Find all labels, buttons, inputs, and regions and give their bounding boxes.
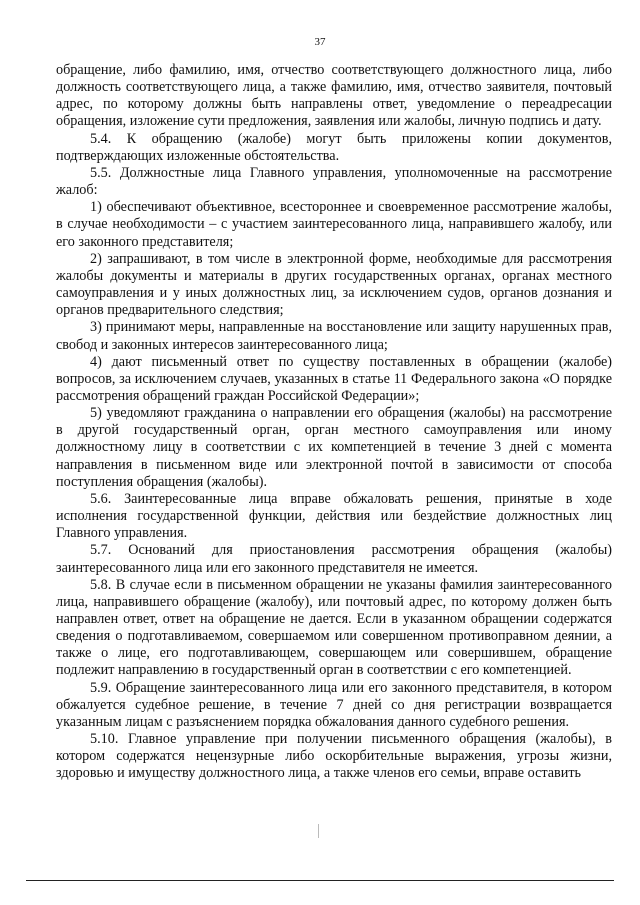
paragraph-5-5: 5.5. Должностные лица Главного управления, уполномоченные на рассмотрение жалоб: [56, 164, 612, 199]
list-item-5-5-2: 2) запрашивают, в том числе в электронной форме, необходимые для рассмотрения жалобы документы и материалы в других государственных органах, органах местного самоуправления и у иных должностных лиц, за исключением судов, органов дознания и органов предварительного следствия; [56, 250, 612, 319]
paragraph-5-8: 5.8. В случае если в письменном обращении не указаны фамилия заинтересованного лица, направившего обращение (жалобу), или почтовый адрес, по которому должен быть направлен ответ, ответ на обращение не дается. Если в указанном обращении содержатся сведения о подготавливаемом, совершаемом или совершенном противоправном деянии, а также о лице, его подготавливающем, совершающем или совершившем, обращение подлежит направлению в государственный орган в соответствии с его компетенцией. [56, 576, 612, 679]
list-item-5-5-5: 5) уведомляют гражданина о направлении его обращения (жалобы) на рассмотрение в другой государственный орган, орган местного самоуправления или иному должностному лицу в соответствии с их компетенцией в течение 3 дней с момента направления в письменном виде или электронной почтой в зависимости от способа поступления обращения (жалобы). [56, 405, 612, 490]
page-bottom-rule [26, 880, 614, 881]
scan-mark [318, 824, 319, 838]
paragraph-5-6: 5.6. Заинтересованные лица вправе обжаловать решения, принятые в ходе исполнения государственной функции, действия или бездействие должностных лиц Главного управления. [56, 490, 612, 542]
list-item-5-5-3: 3) принимают меры, направленные на восстановление или защиту нарушенных прав, свобод и законных интересов заинтересованного лица; [56, 319, 612, 353]
paragraph-5-7: 5.7. Оснований для приостановления рассмотрения обращения (жалобы) заинтересованного лица или его законного представителя не имеется. [56, 542, 612, 576]
paragraph-5-4: 5.4. К обращению (жалобе) могут быть приложены копии документов, подтверждающих изложенные обстоятельства. [56, 130, 612, 164]
paragraph-5-9: 5.9. Обращение заинтересованного лица или его законного представителя, в котором обжалуется судебное решение, в течение 7 дней со дня регистрации возвращается указанным лицам с разъяснением порядка обжалования данного судебного решения. [56, 679, 612, 730]
document-body [56, 62, 612, 783]
paragraph-continuation: обращение, либо фамилию, имя, отчество соответствующего должностного лица, либо должность соответствующего лица, а также фамилию, имя, отчество заявителя, почтовый адрес, по которому должны быть направлены ответ, уведомление о переадресации обращения, изложение сути предложения, заявления или жалобы, личную подпись и дату. [56, 62, 612, 130]
page-number: 37 [314, 36, 326, 48]
paragraph-5-10: 5.10. Главное управление при получении письменного обращения (жалобы), в котором содержатся нецензурные либо оскорбительные выражения, угрозы жизни, здоровью и имуществу должностного лица, а также членов его семьи, вправе оставить [56, 731, 612, 782]
list-item-5-5-1: 1) обеспечивают объективное, всестороннее и своевременное рассмотрение жалобы, в случае необходимости – с участием заинтересованного лица, направившего жалобу, или его законного представителя; [56, 199, 612, 250]
list-item-5-5-4: 4) дают письменный ответ по существу поставленных в обращении (жалобе) вопросов, за исключением случаев, указанных в статье 11 Федерального закона «О порядке рассмотрения обращений граждан Российской Федерации»; [56, 353, 612, 404]
